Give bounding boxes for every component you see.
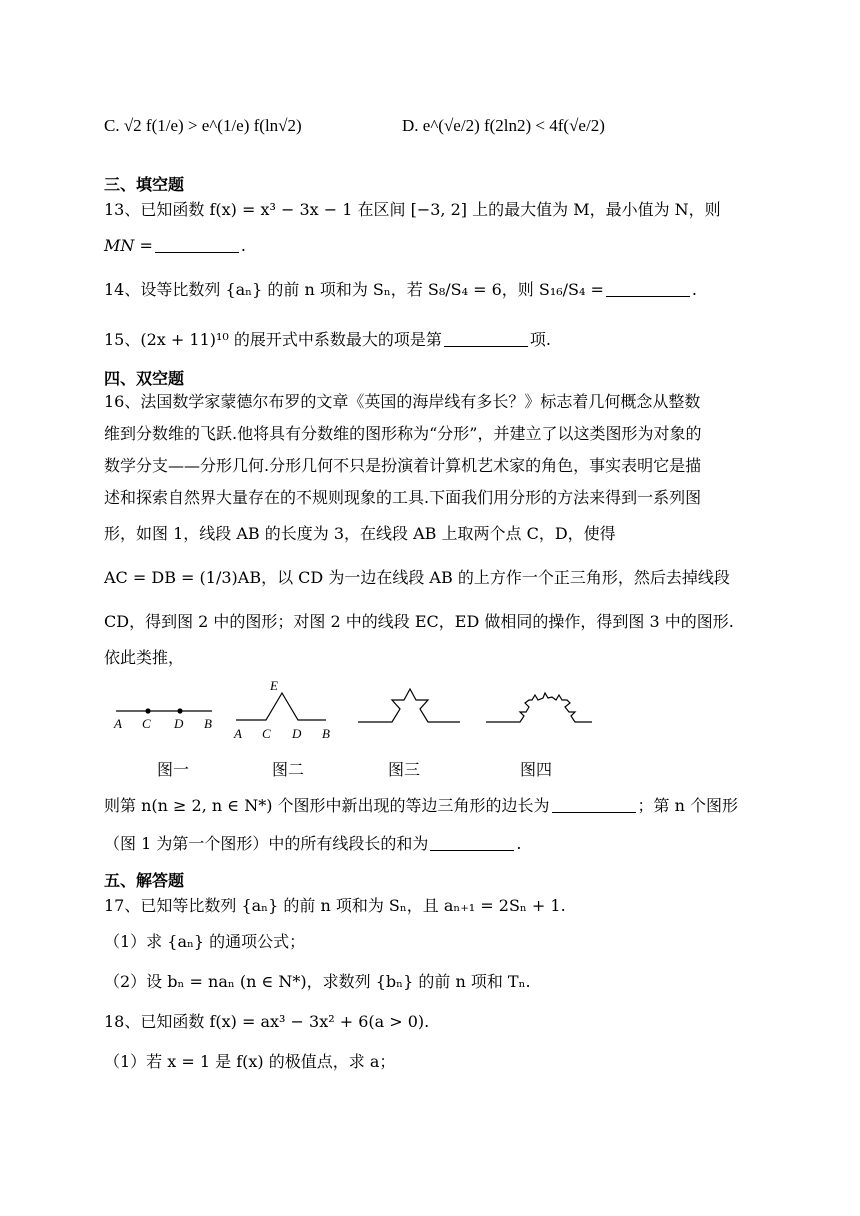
answer-blank-15 bbox=[444, 332, 528, 347]
fig2-label-c: C bbox=[262, 726, 271, 741]
caption-figure-4: 图四 bbox=[520, 760, 553, 779]
answer-blank-13 bbox=[155, 238, 239, 253]
caption-figure-2: 图二 bbox=[272, 760, 305, 779]
figure-4-three-iterations bbox=[486, 693, 592, 722]
question-16-tail-2-end: . bbox=[516, 834, 522, 853]
question-14-text: 14、设等比数列 {aₙ} 的前 n 项和为 Sₙ，若 S₈/S₄ = 6，则 S₁₆/S₄ = bbox=[104, 280, 604, 299]
option-d-expression: e^(√e/2) f(2ln2) < 4f(√e/2) bbox=[422, 116, 605, 135]
figure-3-two-iterations bbox=[358, 689, 460, 722]
question-16-line-3: 数学分支——分形几何.分形几何不只是扮演着计算机艺术家的角色，事实表明它是描 bbox=[104, 456, 702, 475]
question-16-line-1: 16、法国数学家蒙德尔布罗的文章《英国的海岸线有多长？》标志着几何概念从整数 bbox=[104, 392, 701, 411]
answer-blank-16a bbox=[552, 798, 636, 813]
question-16-line-7: CD，得到图 2 中的图形；对图 2 中的线段 EC，ED 做相同的操作，得到图 3 中的图形. bbox=[104, 612, 734, 631]
question-17-part-2: （2）设 bₙ = naₙ (n ∈ N*)，求数列 {bₙ} 的前 n 项和 Tₙ. bbox=[104, 972, 531, 991]
question-13: 13、已知函数 f(x) = x³ − 3x − 1 在区间 [−3, 2] 上的最大值为 M，最小值为 N，则 bbox=[104, 200, 721, 219]
question-13-line2: MN = . bbox=[104, 236, 246, 255]
option-c-label: C. bbox=[104, 116, 124, 135]
section-title-double-blank: 四、双空题 bbox=[104, 369, 185, 388]
option-c bbox=[104, 116, 302, 136]
fractal-figures bbox=[104, 676, 704, 756]
fig1-label-d: D bbox=[174, 716, 184, 731]
caption-figure-1: 图一 bbox=[157, 760, 190, 779]
section-title-fill-in: 三、填空题 bbox=[104, 175, 185, 194]
question-17: 17、已知等比数列 {aₙ} 的前 n 项和为 Sₙ，且 aₙ₊₁ = 2Sₙ + 1. bbox=[104, 896, 566, 915]
question-16-blank-line-2 bbox=[104, 834, 521, 854]
answer-blank-16b bbox=[430, 836, 514, 851]
fig1-label-c: C bbox=[142, 716, 151, 731]
question-15 bbox=[104, 330, 551, 350]
question-16-line-5: 形，如图 1，线段 AB 的长度为 3，在线段 AB 上取两个点 C，D，使得 bbox=[104, 524, 616, 543]
fig2-label-e: E bbox=[270, 678, 278, 693]
question-16-line-2: 维到分数维的飞跃.他将具有分数维的图形称为“分形”，并建立了以这类图形为对象的 bbox=[104, 424, 702, 443]
fig1-label-a: A bbox=[114, 716, 122, 731]
question-18: 18、已知函数 f(x) = ax³ − 3x² + 6(a > 0). bbox=[104, 1012, 430, 1031]
question-15-tail: 项. bbox=[529, 330, 551, 349]
question-15-text: 15、(2x + 11)¹⁰ 的展开式中系数最大的项是第 bbox=[104, 330, 442, 349]
question-18-part-1: （1）若 x = 1 是 f(x) 的极值点，求 a； bbox=[104, 1052, 396, 1071]
fig2-label-b: B bbox=[322, 726, 330, 741]
caption-figure-3: 图三 bbox=[388, 760, 421, 779]
figure-2-one-bump bbox=[233, 678, 330, 741]
answer-blank-14 bbox=[606, 282, 690, 297]
question-16-line-6: AC = DB = (1/3)AB，以 CD 为一边在线段 AB 的上方作一个正三角形，然后去掉线段 bbox=[104, 568, 730, 587]
question-16-blank-line-1 bbox=[104, 796, 738, 816]
question-16-line-4: 述和探索自然界大量存在的不规则现象的工具.下面我们用分形的方法来得到一系列图 bbox=[104, 488, 702, 507]
question-16-tail-1: 则第 n(n ≥ 2, n ∈ N*) 个图形中新出现的等边三角形的边长为 bbox=[104, 796, 550, 815]
mn-label: MN = bbox=[104, 236, 153, 255]
option-d bbox=[402, 116, 605, 136]
question-16-tail-1-end: ；第 n 个图形 bbox=[637, 796, 739, 815]
fig2-label-d: D bbox=[292, 726, 302, 741]
fig2-label-a: A bbox=[234, 726, 242, 741]
question-16-line-8: 依此类推， bbox=[104, 648, 185, 667]
question-16-tail-2: （图 1 为第一个图形）中的所有线段长的和为 bbox=[104, 834, 429, 853]
question-17-part-1: （1）求 {aₙ} 的通项公式； bbox=[104, 932, 306, 951]
fig1-label-b: B bbox=[204, 716, 212, 731]
figure-1-segment bbox=[113, 708, 212, 731]
section-title-solutions: 五、解答题 bbox=[104, 871, 185, 890]
question-14: 14、设等比数列 {aₙ} 的前 n 项和为 Sₙ，若 S₈/S₄ = 6，则 S₁₆/S₄ = . bbox=[104, 280, 698, 299]
option-c-expression: √2 f(1/e) > e^(1/e) f(ln√2) bbox=[123, 116, 302, 135]
option-d-label: D. bbox=[402, 116, 423, 135]
